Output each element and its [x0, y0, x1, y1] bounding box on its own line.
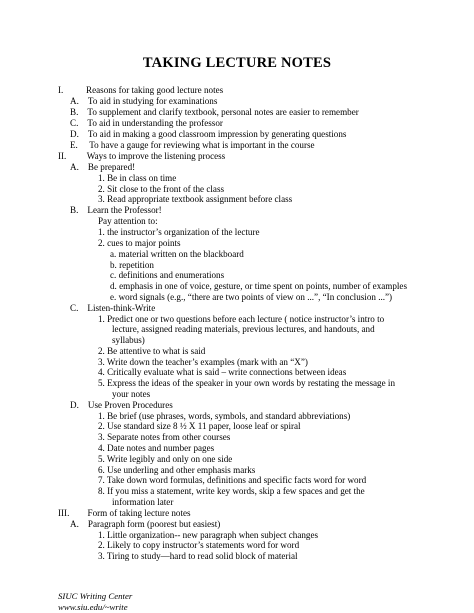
outline-line: 3. Write down the teacher’s examples (mark with an “X”) [98, 357, 308, 367]
outline-line: 3. Tiring to study—hard to read solid block of material [98, 551, 298, 561]
outline-line: lecture, assigned reading materials, previous lectures, and handouts, and [112, 324, 375, 334]
outline-line: C. To aid in understanding the professor [70, 118, 223, 128]
outline-line: D. To aid in making a good classroom impression by generating questions [70, 129, 347, 139]
outline-line: 8. If you miss a statement, write key words, skip a few spaces and get the [98, 486, 365, 496]
outline-line: C. Listen-think-Write [70, 303, 156, 313]
outline-line: Pay attention to: [98, 216, 158, 226]
outline-line: B. To supplement and clarify textbook, personal notes are easier to remember [70, 107, 359, 117]
outline-line: 1. Predict one or two questions before each lecture ( notice instructor’s intro to [98, 314, 385, 324]
outline-line: 2. Sit close to the front of the class [98, 184, 225, 194]
outline-line: D. Use Proven Procedures [70, 400, 173, 410]
outline-line: information later [112, 497, 174, 507]
footer-org: SIUC Writing Center [58, 591, 133, 601]
outline-line: 4. Critically evaluate what is said – write connections between ideas [98, 367, 347, 377]
outline-line: I. Reasons for taking good lecture notes [58, 85, 224, 95]
outline-line: II. Ways to improve the listening process [58, 151, 226, 161]
outline-line: 1. Be brief (use phrases, words, symbols, and standard abbreviations) [98, 411, 351, 421]
outline-line: 3. Read appropriate textbook assignment before class [98, 194, 293, 204]
outline-line: 1. Be in class on time [98, 173, 177, 183]
outline-line: a. material written on the blackboard [110, 249, 244, 259]
outline-line: 4. Date notes and number pages [98, 443, 215, 453]
outline-line: 2. cues to major points [98, 238, 181, 248]
outline-line: 1. the instructor’s organization of the lecture [98, 227, 260, 237]
outline-line: 2. Be attentive to what is said [98, 346, 206, 356]
outline-line: syllabus) [112, 335, 145, 345]
page-title: TAKING LECTURE NOTES [142, 55, 332, 71]
outline-line: 5. Express the ideas of the speaker in your own words by restating the message in [98, 378, 395, 388]
outline-line: 1. Little organization-- new paragraph when subject changes [98, 530, 319, 540]
outline-line: B. Learn the Professor! [70, 205, 162, 215]
outline-line: 3. Separate notes from other courses [98, 432, 231, 442]
outline-line: 2. Use standard size 8 ½ X 11 paper, loose leaf or spiral [98, 421, 301, 431]
outline-line: A. To aid in studying for examinations [70, 96, 218, 106]
outline-line: d. emphasis in one of voice, gesture, or time spent on points, number of examples [110, 281, 407, 291]
outline-line: c. definitions and enumerations [110, 270, 225, 280]
outline-line: your notes [112, 389, 151, 399]
outline-line: 6. Use underling and other emphasis marks [98, 465, 256, 475]
outline-line: e. word signals (e.g., “there are two points of view on ...”, “In conclusion ...”) [110, 292, 393, 302]
outline-line: 7. Take down word formulas, definitions and specific facts word for word [98, 475, 367, 485]
outline-line: b. repetition [110, 260, 154, 270]
outline-line: A. Paragraph form (poorest but easiest) [70, 519, 221, 529]
outline-line: 2. Likely to copy instructor’s statements word for word [98, 540, 300, 550]
outline-line: 5. Write legibly and only on one side [98, 454, 233, 464]
outline-line: A. Be prepared! [70, 162, 136, 172]
outline-line: E. To have a gauge for reviewing what is important in the course [70, 140, 315, 150]
footer-url: www.siu.edu/~write [58, 602, 128, 612]
outline-line: III. Form of taking lecture notes [58, 508, 191, 518]
